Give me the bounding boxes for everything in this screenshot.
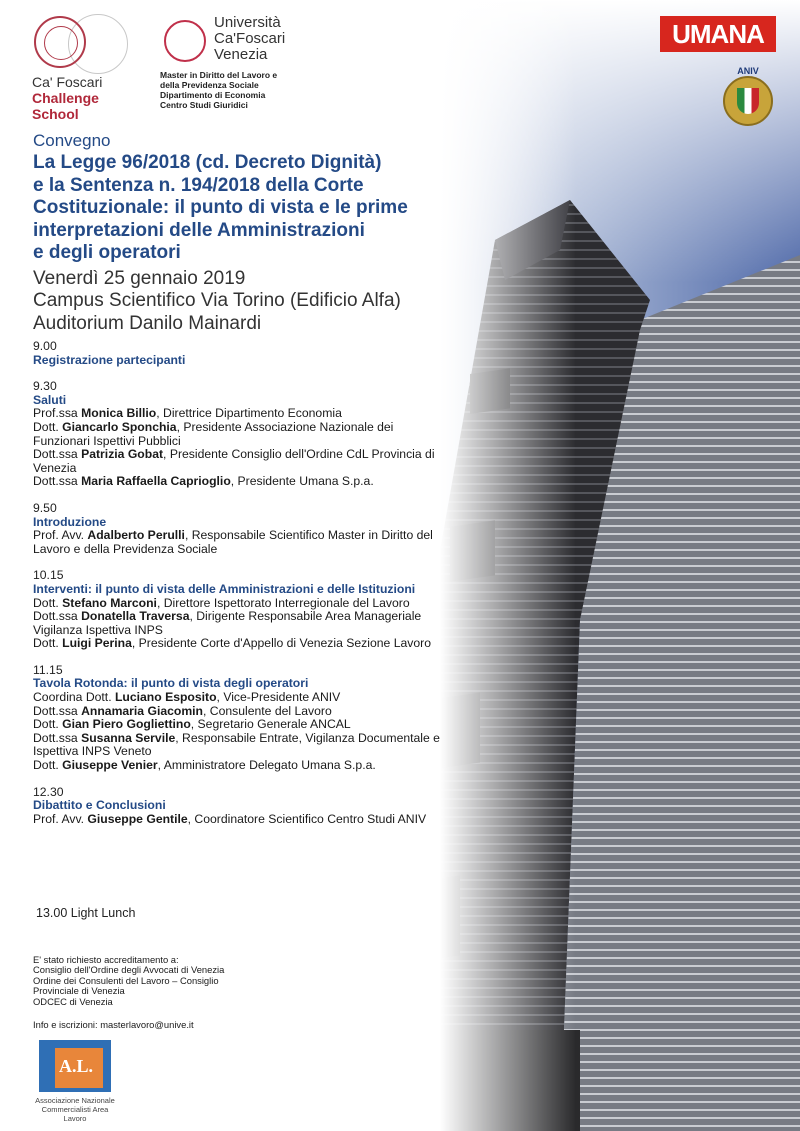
speaker-name: Monica Billio (81, 406, 157, 421)
aniv-badge-icon (723, 76, 773, 126)
speaker-role: , Responsabile Scientifico Master in Diritto del Lavoro e della Previdenza Sociale (33, 528, 433, 556)
event-kicker: Convegno (33, 131, 111, 150)
speaker-line (33, 610, 453, 637)
speaker-title: Dott. (33, 717, 63, 732)
event-header (33, 131, 493, 335)
university-name-line: Ca'Foscari (214, 30, 286, 47)
accreditation-line: E' stato richiesto accreditamento a: (33, 954, 179, 965)
program-time: 11.15 (33, 662, 63, 677)
speaker-title: Dott.ssa (33, 447, 82, 462)
anal-caption (33, 1096, 117, 1123)
event-date: Venerdì 25 gennaio 2019 (33, 267, 246, 289)
university-name-line: Venezia (214, 46, 268, 63)
speaker-line (33, 718, 453, 732)
speaker-role: , Presidente Consiglio dell'Ordine CdL Provincia di Venezia (33, 447, 435, 475)
speaker-name: Adalberto Perulli (87, 528, 185, 543)
program-heading: Saluti (33, 392, 67, 407)
program-heading: Tavola Rotonda: il punto di vista degli operatori (33, 676, 309, 691)
speaker-title: Dott.ssa (33, 703, 82, 718)
speaker-role: , Direttore Ispettorato Interregionale del Lavoro (156, 595, 410, 610)
speaker-title: Dott. (33, 419, 63, 434)
anal-letters: A.L. (59, 1056, 94, 1076)
program-time: 9.00 (33, 339, 57, 353)
accreditation-note (33, 955, 333, 1007)
speaker-line (33, 732, 453, 759)
speaker-title: Prof.ssa (33, 406, 82, 421)
event-venue: Campus Scientifico Via Torino (Edificio Alfa) (33, 290, 401, 311)
speaker-title: Prof. Avv. (33, 528, 88, 543)
aniv-logo (722, 66, 774, 132)
speaker-role: , Consulente del Lavoro (203, 703, 332, 718)
speaker-name: Annamaria Giacomin (81, 703, 204, 718)
speaker-title: Dott. (33, 636, 63, 651)
program-block (33, 380, 453, 489)
program-block (33, 569, 453, 651)
speaker-role: , Presidente Corte d'Appello di Venezia Sezione Lavoro (131, 636, 431, 651)
speaker-name: Susanna Servile (81, 730, 176, 745)
speaker-role: , Direttrice Dipartimento Economia (156, 406, 342, 421)
program-schedule (33, 340, 453, 839)
speaker-line (33, 597, 453, 611)
university-seal-icon (164, 20, 206, 62)
contact-info: Info e iscrizioni: masterlavoro@unive.it (33, 1019, 194, 1030)
program-heading: Registrazione partecipanti (33, 352, 186, 367)
accreditation-line: Ordine dei Consulenti del Lavoro – Consiglio (33, 974, 219, 986)
title-line: interpretazioni delle Amministrazioni (33, 219, 365, 241)
speaker-line (33, 421, 453, 448)
program-time: 9.50 (33, 500, 57, 515)
accreditation-line: ODCEC di Venezia (33, 995, 113, 1007)
accreditation-line: Provinciale di Venezia (33, 985, 125, 997)
umana-logo: UMANA (660, 16, 776, 52)
speaker-title: Dott. (33, 758, 63, 773)
logo-line: Ca' Foscari (32, 74, 103, 90)
event-room: Auditorium Danilo Mainardi (33, 312, 262, 334)
speaker-line (33, 529, 453, 556)
logo-line: School (32, 106, 79, 122)
speaker-title: Prof. Avv. (33, 811, 88, 826)
program-time: 12.30 (33, 784, 64, 799)
speaker-title: Dott.ssa (33, 474, 82, 489)
speaker-title: Coordina Dott. (33, 690, 115, 705)
speaker-role: , Presidente Associazione Nazionale dei Funzionari Ispettivi Pubblici (33, 419, 394, 448)
anal-caption-line: Associazione Nazionale (35, 1096, 115, 1105)
master-line: Master in Diritto del Lavoro e (160, 70, 278, 80)
speaker-name: Stefano Marconi (62, 595, 157, 610)
program-block (33, 502, 453, 556)
speaker-name: Maria Raffaella Caprioglio (81, 474, 231, 489)
title-line: La Legge 96/2018 (cd. Decreto Dignità) (33, 152, 382, 173)
event-title (33, 152, 493, 265)
speaker-name: Luigi Perina (62, 636, 132, 651)
speaker-role: , Segretario Generale ANCAL (190, 717, 351, 732)
logo-line: Challenge (32, 90, 99, 106)
program-heading: Dibattito e Conclusioni (33, 798, 166, 813)
speaker-title: Dott.ssa (33, 609, 82, 624)
speaker-line (33, 407, 453, 421)
speaker-line (33, 705, 453, 719)
speaker-name: Patrizia Gobat (81, 447, 164, 462)
speaker-role: , Responsabile Entrate, Vigilanza Documentale e Ispettiva INPS Veneto (33, 730, 440, 759)
speaker-role: , Vice-Presidente ANIV (216, 690, 341, 705)
speaker-line (33, 637, 453, 651)
master-line: Dipartimento di Economia (160, 90, 266, 100)
speaker-line (33, 691, 453, 705)
speaker-title: Dott.ssa (33, 730, 82, 745)
speaker-name: Giuseppe Gentile (87, 811, 188, 826)
title-line: Costituzionale: il punto di vista e le prime (33, 197, 408, 218)
program-heading: Introduzione (33, 514, 107, 529)
master-line: Centro Studi Giuridici (160, 100, 248, 110)
speaker-title: Dott. (33, 595, 63, 610)
university-logo (160, 14, 320, 114)
program-time: 9.30 (33, 379, 57, 394)
program-heading: Interventi: il punto di vista delle Amministrazioni e delle Istituzioni (33, 581, 416, 596)
anal-caption-line: Commercialisti Area Lavoro (41, 1105, 109, 1123)
master-line: della Previdenza Sociale (160, 80, 259, 90)
speaker-line (33, 475, 453, 489)
university-name-line: Università (214, 14, 281, 31)
university-seal-icon (34, 16, 86, 68)
cafoscari-challenge-school-logo (28, 14, 138, 122)
aniv-label: ANIV (737, 66, 759, 76)
speaker-name: Giancarlo Sponchia (62, 419, 177, 434)
speaker-line (33, 759, 453, 773)
speaker-role: , Amministratore Delegato Umana S.p.a. (157, 758, 376, 773)
title-line: e degli operatori (33, 242, 181, 263)
title-line: e la Sentenza n. 194/2018 della Corte (33, 174, 364, 196)
speaker-name: Giuseppe Venier (62, 758, 158, 773)
speaker-role: , Coordinatore Scientifico Centro Studi ANIV (187, 811, 427, 826)
speaker-role: , Dirigente Responsabile Area Manageriale Vigilanza Ispettiva INPS (33, 609, 422, 637)
program-block (33, 340, 453, 367)
speaker-name: Luciano Esposito (114, 690, 217, 705)
speaker-name: Donatella Traversa (81, 609, 190, 624)
lunch-item: 13.00 Light Lunch (36, 906, 136, 920)
speaker-line (33, 448, 453, 475)
accreditation-line: Consiglio dell'Ordine degli Avvocati di Venezia (33, 964, 225, 976)
anal-logo (33, 1040, 117, 1124)
speaker-role: , Presidente Umana S.p.a. (230, 474, 374, 489)
program-block (33, 786, 453, 827)
speaker-line (33, 813, 453, 827)
program-block (33, 664, 453, 773)
program-time: 10.15 (33, 568, 64, 583)
speaker-name: Gian Piero Gogliettino (62, 717, 191, 732)
